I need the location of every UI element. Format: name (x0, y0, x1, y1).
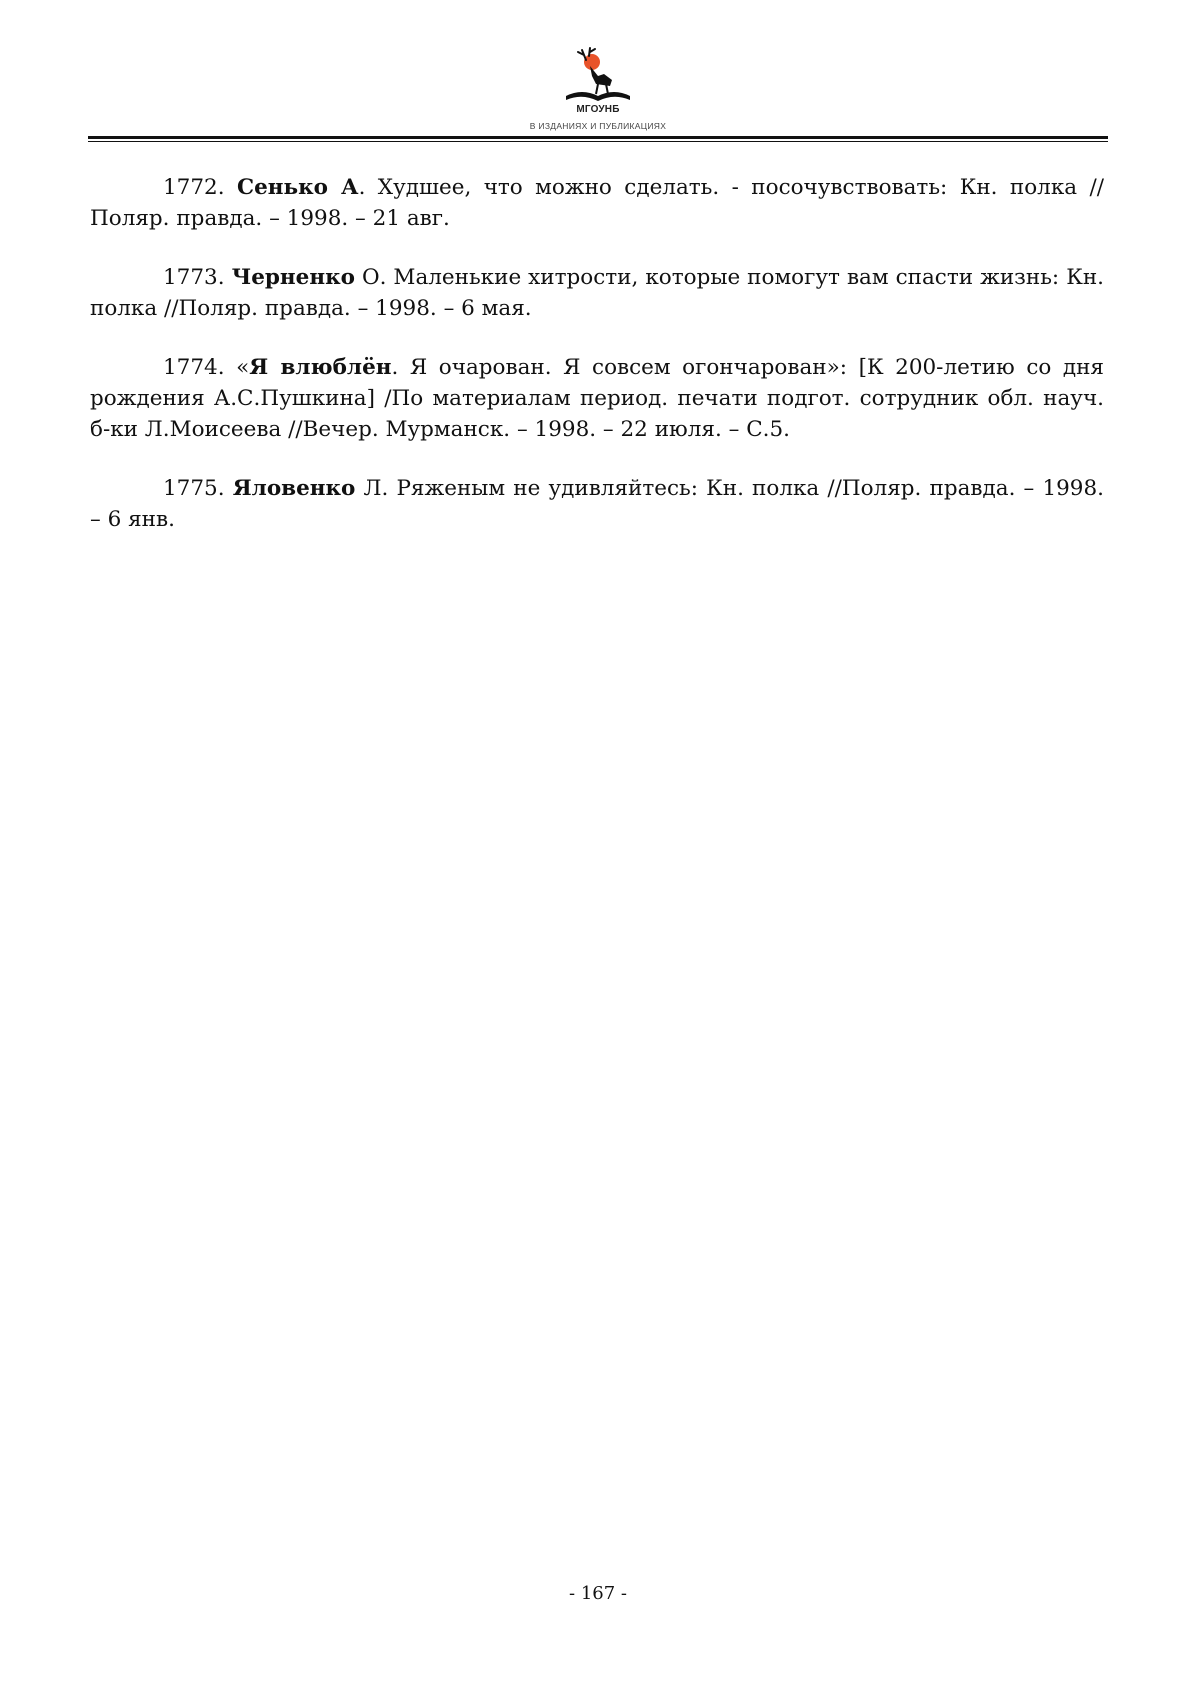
bibliography-entry-1774 (90, 352, 1104, 445)
bibliography-entry-1772 (90, 172, 1104, 234)
entry-number: 1774. (163, 355, 225, 380)
entry-author: Черненко (231, 265, 355, 290)
logo-text: МГОУНБ (576, 104, 620, 115)
entry-number: 1773. (163, 265, 225, 290)
page-number: - 167 - (569, 1583, 627, 1604)
header-subtitle: В ИЗДАНИЯХ И ПУБЛИКАЦИЯХ (529, 121, 667, 131)
bibliography-entry-1775 (90, 473, 1104, 535)
entry-text: . Я очарован. Я совсем огончарован»: [К 200-летию со дня рождения А.С.Пушкина] /По материалам период. печати подгот. сотрудник обл. науч. б-ки Л.Моисеева //Вечер. Мурманск. – 1998. – 22 июля. – С.5. (90, 355, 1104, 442)
header-rule-thick (88, 136, 1108, 139)
entry-author: Я влюблён (249, 355, 392, 380)
entry-author: Яловенко (232, 476, 356, 501)
entry-prefix: « (236, 355, 250, 380)
entry-number: 1772. (163, 175, 225, 200)
bibliography-entry-1773 (90, 262, 1104, 324)
entry-text: О. Маленькие хитрости, которые помогут вам спасти жизнь: Кн. полка //Поляр. правда. – 1998. – 6 мая. (90, 265, 1104, 321)
entry-author: Сенько А (236, 175, 359, 200)
entry-text: . Худшее, что можно сделать. - посочувствовать: Кн. полка //Поляр. правда. – 1998. – 21 авг. (90, 175, 1105, 231)
deer-book-sun-logo-icon (556, 46, 640, 106)
header-rule-thin (88, 141, 1108, 142)
entry-number: 1775. (163, 476, 225, 501)
entry-text: Л. Ряженым не удивляйтесь: Кн. полка //Поляр. правда. – 1998. – 6 янв. (90, 476, 1104, 532)
page-header (0, 0, 1196, 150)
bibliography-list (90, 172, 1104, 563)
